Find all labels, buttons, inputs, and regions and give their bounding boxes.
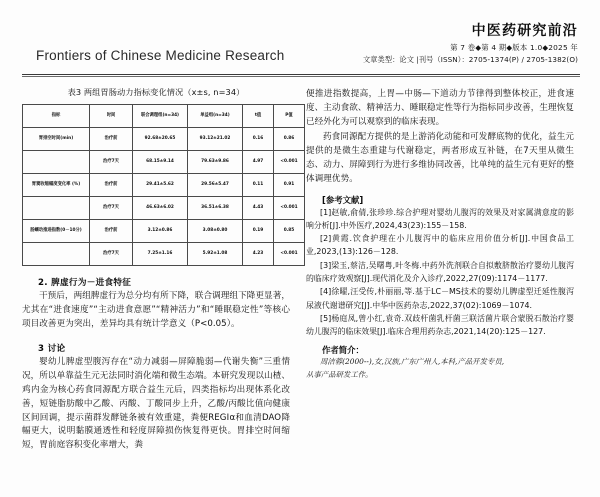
section-2-heading: 2. 脾虚行为－进食特征: [38, 278, 132, 289]
issn-line: 文章类型：论文 |刊号（ISSN）：2705-1374(P) / 2705-1382(O): [362, 54, 578, 64]
right-column: [306, 87, 574, 453]
reference-item: [5]杨庭凤,曾小红,袁奇.双歧杆菌乳杆菌三联活菌片联合蒙脱石散治疗婴幼儿腹泻的临床效果[J].临床合理用药杂志,2021,14(20):125－127.: [306, 313, 574, 337]
section-3-paragraph: 婴幼儿脾虚型腹泻存在“动力减弱—屏障脆弱—代谢失衡”三重情况，所以单靠益生元无法同时消化端和微生态端。本研究发现以山楂、鸡内金为核心药食同源配方联合益生元后，四类指标均出现体系化改善，短链脂肪酸中乙酸、丙酸、丁酸同步上升，乙酸/丙酸比值向健康区间回调，提示菌群发酵链条被有效重建，粪便REGⅠα和血清DAO降幅更大，说明黏膜通透性和轻度屏障损伤恢复得更快。胃排空时间缩短，胃前庭容积变化率增大，粪: [22, 356, 290, 451]
cell-index: [23, 243, 90, 266]
masthead: [0, 0, 600, 69]
reference-item: [1]赵敏,俞倩,张珍珍.综合护理对婴幼儿腹泻的效果及对家属满意度的影响分析[J].中外医疗,2024,43(23):155－158.: [306, 207, 574, 230]
cell-p: 0.91: [274, 174, 305, 197]
discussion-paragraph-2: 药食同源配方提供的是上游消化动能和可发酵底物的优化，益生元提供的是微生态重建与代谢稳定，两者形成互补链，在7天里从微生态、动力、屏障到行为进行多维协同改善，比单纯的益生元有更好的整体调理优势。: [306, 131, 574, 184]
author-bio-line-1: 周洁蓉(2000--),女,汉族,广东广州人,本科,产品开发专员,: [320, 357, 505, 367]
cell-t: 4.97: [243, 151, 274, 174]
cell-p: 0.86: [274, 128, 305, 151]
cell-combo: 7.25±1.16: [133, 243, 188, 266]
cell-combo: 92.68±20.65: [133, 128, 188, 151]
cell-t: 4.43: [243, 197, 274, 220]
cell-time: 治疗7天: [90, 151, 133, 174]
masthead-divider-thick: [22, 74, 580, 75]
issue-volume-line: 第 7 卷◆第 4 期◆版本 1.0◆2025 年: [450, 42, 578, 52]
references-heading: [参考文献]: [322, 194, 364, 205]
cell-t: 0.11: [243, 174, 274, 197]
cell-single: 79.63±9.86: [188, 151, 243, 174]
cell-index: 肠蠕动推进指数(0－10分): [23, 220, 90, 243]
cell-combo: 29.41±5.62: [133, 174, 188, 197]
cell-single: 3.08±0.80: [188, 220, 243, 243]
cell-index: [23, 197, 90, 220]
section-3-heading: 3 讨论: [38, 343, 66, 354]
table-row: [23, 174, 305, 197]
reference-item: [2]黄霞.饮食护理在小儿腹泻中的临床应用价值分析[J].中国食品工业,2023,(13):126－128.: [306, 234, 574, 257]
cell-t: 0.16: [243, 128, 274, 151]
cell-combo: 68.15±9.14: [133, 151, 188, 174]
masthead-right-block: [363, 22, 578, 65]
cell-p: <0.001: [274, 151, 305, 174]
cell-time: 治疗7天: [90, 197, 133, 220]
cell-single: 29.56±5.47: [188, 174, 243, 197]
cell-time: 治疗前: [90, 128, 133, 151]
section-2-paragraph: 干预后，两组脾虚行为总分均有所下降，联合调理组下降更显著，尤其在“进食速度”“主动进食意愿”“精神活力”和“睡眠稳定性”等核心项目改善更为突出，差异均具有统计学意义（P<0.05）。: [22, 291, 290, 329]
table-header-p-value: P值: [274, 105, 305, 128]
table-row: [23, 243, 305, 266]
reference-item: [3]梁玉,蔡洁,吴曙粤,叶冬梅.中药外洗剂联合自拟敷脐散治疗婴幼儿腹泻的临床疗效观察[J].现代消化及介入诊疗,2022,27(09):1174－1177.: [306, 260, 574, 283]
journal-title-chinese: 中医药研究前沿: [471, 23, 578, 39]
author-bio-line-2: 从事产品研发工作。: [306, 369, 373, 379]
table-row: [23, 197, 305, 220]
cell-time: 治疗前: [90, 220, 133, 243]
table-header-combo-group: 联合调理组(n=34): [133, 105, 188, 128]
cell-t: 0.19: [243, 220, 274, 243]
cell-combo: 3.12±0.86: [133, 220, 188, 243]
cell-single: 5.92±1.08: [188, 243, 243, 266]
cell-index: 胃窦收缩幅度变化率 (%): [23, 174, 90, 197]
cell-combo: 46.63±6.02: [133, 197, 188, 220]
table-header-single-group: 单益组(n=34): [188, 105, 243, 128]
journal-title-english: Frontiers of Chinese Medicine Research: [36, 47, 285, 63]
cell-single: 36.51±6.38: [188, 197, 243, 220]
cell-t: 4.23: [243, 243, 274, 266]
cell-time: 治疗7天: [90, 243, 133, 266]
cell-p: <0.001: [274, 197, 305, 220]
table-row: [23, 151, 305, 174]
continuation-paragraph: 便推进指数提高，上胃—中肠—下道动力节律得到整体校正，进食速度、主动食欲、精神活力、睡眠稳定性等行为指标同步改善，生理恢复已经外化为可以观察到的临床表现。: [306, 89, 574, 127]
table-row: [23, 220, 305, 243]
cell-index: 胃排空时间(min): [23, 128, 90, 151]
left-column: [22, 87, 298, 453]
table-header-time: 时间: [90, 105, 133, 128]
cell-time: 治疗前: [90, 174, 133, 197]
table-header-row: [23, 105, 305, 128]
author-bio-heading: 作者简介：: [322, 345, 364, 356]
reference-item: [4]徐曜,汪受传,朴丽丽,等.基于LC－MS技术的婴幼儿脾虚型迁延性腹泻尿液代谢谱研究[J].中华中医药杂志,2022,37(02):1069－1074.: [306, 287, 574, 310]
table-header-t-value: t值: [243, 105, 274, 128]
gastrointestinal-motility-table: [22, 104, 305, 266]
table-row: [23, 128, 305, 151]
table-caption: 表3 两组胃肠动力指标变化情况（x±s, n=34）: [67, 87, 245, 98]
cell-single: 93.12±21.02: [188, 128, 243, 151]
cell-p: <0.001: [274, 243, 305, 266]
cell-index: [23, 151, 90, 174]
table-header-index: 指标: [23, 105, 90, 128]
two-column-body: [0, 77, 600, 453]
cell-p: 0.85: [274, 220, 305, 243]
